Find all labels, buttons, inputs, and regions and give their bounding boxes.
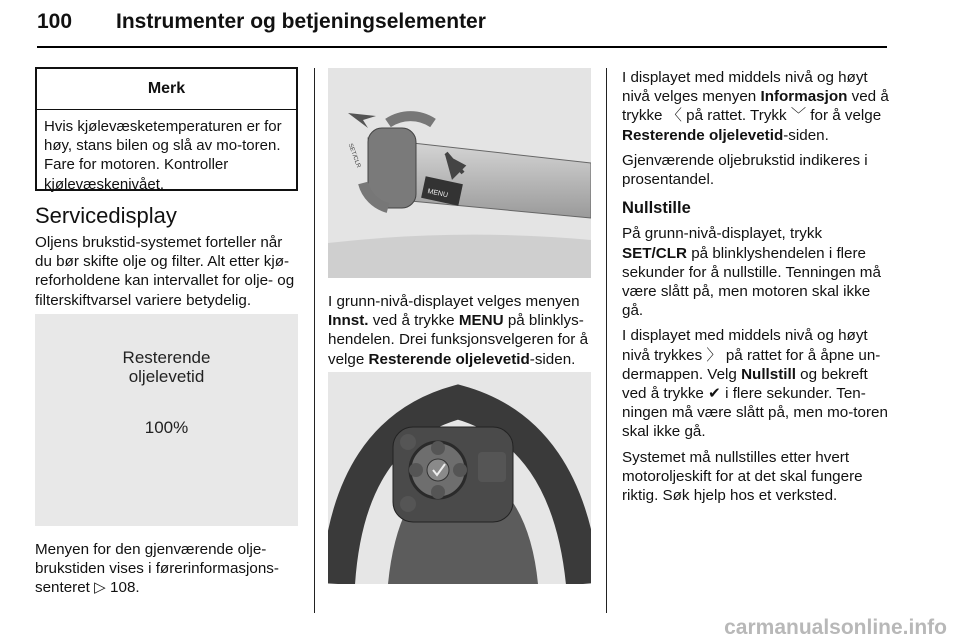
col3-text-p4e: i flere sekunder. Ten-ningen må være slått på, men mo-toren skal ikke gå. [622,385,888,441]
col3-text-c: ved å trykke [622,88,889,125]
chevron-down-icon: ﹀ [790,107,807,125]
chevron-left-icon: 〈 [666,107,682,125]
lever-menu-label: MENU [426,188,449,200]
watermark: carmanualsonline.info [724,616,947,639]
subheading-reset: Nullstille [622,199,691,218]
col3-text-p3a: På grunn-nivå-displayet, trykk [622,225,823,243]
menu-innst: Innst. [328,312,369,330]
col2-text-g: -siden. [529,350,576,368]
col3-text-g: -siden. [783,126,829,144]
column-divider [314,68,315,613]
page-number: 100 [37,10,73,33]
menu-informasjon: Informasjon [760,88,848,106]
steering-wheel-image [328,372,591,584]
col3-text-p4d: og bekreft ved å trykke [622,365,868,403]
col3-text-a: I displayet med middels nivå og høyt nivå velges menyen [622,69,868,106]
page-ref-link[interactable]: 108. [110,579,140,597]
lever-set-label: SET/CLR [346,142,362,169]
intro-paragraph [35,233,301,316]
page-ref-arrow-icon: ▷ [94,579,106,597]
oil-life-page-label: Resterende oljelevetid [622,126,784,144]
display-title-line2: oljelevetid [128,367,205,386]
col3-text [622,68,890,511]
col3-text-e: for å velge [810,107,882,125]
col3-text-p4b: på rattet for å åpne un-dermappen. Velg [622,346,881,383]
set-clr-label: SET/CLR [622,244,687,262]
intro-text: Oljens brukstid-systemet forteller når du bør skifte olje og filter. Alt etter kjø-reforholdene kan intervallet for olje- og filterskiftvarsel variere betydelig. [35,234,295,309]
mute-button-icon [400,496,416,512]
col3-text-p4a: I displayet med middels nivå og høyt nivå trykkes [622,327,868,364]
col2-text-e: på blinklys-hendelen. Drei funksjonsvelgeren for å velge [328,312,589,368]
column-divider [606,68,607,613]
right-button-icon [453,463,467,477]
col2-text-c: ved å trykke [372,312,455,330]
left-button-icon [409,463,423,477]
steering-wheel-illustration [328,372,591,584]
chevron-right-icon: 〉 [706,346,722,364]
phone-button-icon [400,434,416,450]
checkmark-icon: ✔ [708,385,721,403]
display-title-line1: Resterende [122,348,211,367]
col3-paragraph-5: Systemet må nullstilles etter hvert motoroljeskift for at det skal fungere riktig. Søk hjelp hos et verksted. [622,448,863,505]
down-button-icon [431,485,445,499]
display-percent: 100% [144,418,189,437]
col2-paragraph [328,292,594,375]
menu-paragraph [35,540,301,604]
turn-signal-lever-image [328,68,591,278]
menu-button-label: MENU [458,312,504,330]
oil-life-page-label: Resterende oljelevetid [368,350,530,368]
volume-rocker-icon [478,452,506,482]
page-title: Instrumenter og betjeningselementer [116,10,486,33]
note-heading: Merk [37,69,296,110]
section-title: Servicedisplay [35,203,177,228]
oil-life-display [35,314,298,526]
col3-text-d: på rattet. Trykk [686,107,787,125]
note-box [35,67,298,191]
col3-text-p3c: på blinklyshendelen i flere sekunder for å nullstille. Tenningen må være slått på, men motoren skal ikke gå. [622,244,881,320]
display-title [35,348,298,386]
note-body: Hvis kjølevæsketemperaturen er for høy, stans bilen og slå av mo-toren. Fare for motoren. Kontroller kjølevæskenivået. [44,118,282,193]
col3-paragraph-2: Gjenværende oljebrukstid indikeres i prosentandel. [622,151,868,189]
lever-illustration [328,68,591,278]
col2-text-a: I grunn-nivå-displayet velges menyen [328,293,580,310]
menu-text: Menyen for den gjenværende olje-brukstiden vises i førerinformasjons-senteret [35,541,279,597]
page-header [37,6,887,48]
up-button-icon [431,441,445,455]
nullstill-label: Nullstill [741,365,796,383]
